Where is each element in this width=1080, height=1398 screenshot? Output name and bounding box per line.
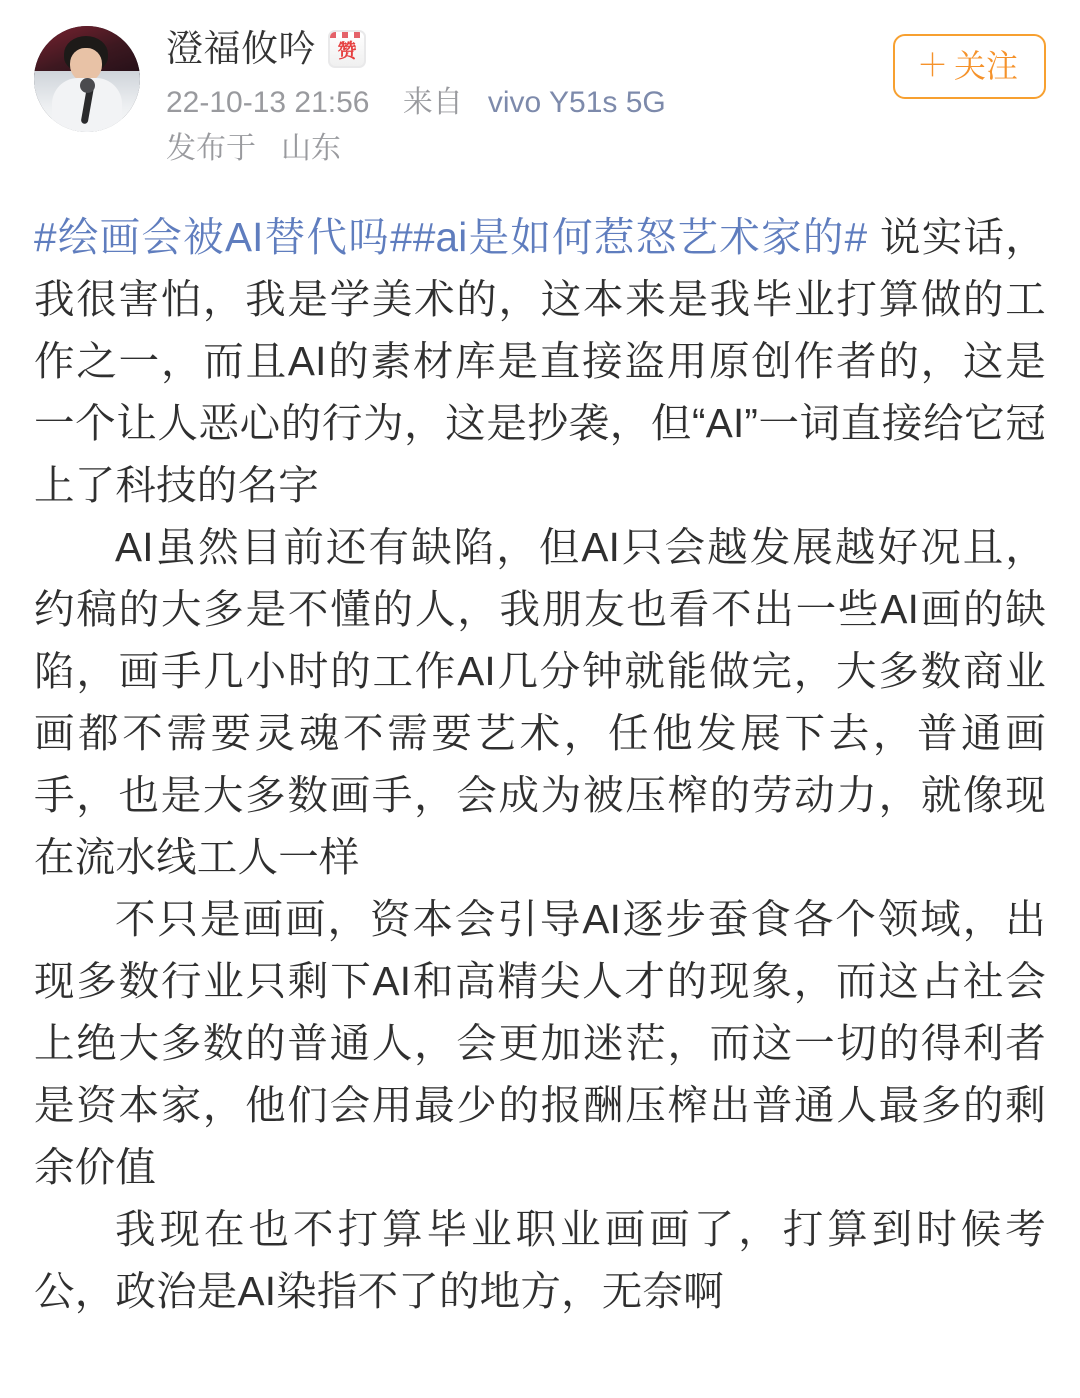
- vip-badge-label: 赞: [337, 40, 357, 62]
- post-region: 山东: [281, 132, 342, 166]
- post-source-prefix: 来自: [402, 85, 463, 119]
- post-paragraph-4: 我现在也不打算毕业职业画画了，打算到时候考公，政治是AI染指不了的地方，无奈啊: [34, 1206, 1046, 1314]
- post-paragraph-1-text: 说实话，我很害怕，我是学美术的，这本来是我毕业打算做的工作之一，而且AI的素材库是直接盗用原创作者的，这是一个让人恶心的行为，这是抄袭，但“AI”一词直接给它冠上了科技的名字: [34, 214, 1047, 508]
- topic-link-1[interactable]: #绘画会被AI替代吗#: [34, 214, 413, 260]
- author-name[interactable]: 澄福攸吟: [166, 28, 316, 69]
- plus-icon: ＋: [916, 47, 948, 83]
- post-region-row: [166, 129, 1046, 170]
- avatar-face: [70, 48, 102, 82]
- post-paragraph-2: AI虽然目前还有缺陷，但AI只会越发展越好况且，约稿的大多是不懂的人，我朋友也看不出一些AI画的缺陷，画手几小时的工作AI几分钟就能做完，大多数商业画都不需要灵魂不需要艺术，任他发展下去，普通画手，也是大多数画手，会成为被压榨的劳动力，就像现在流水线工人一样: [34, 524, 1046, 880]
- vip-badge-icon[interactable]: [328, 30, 366, 68]
- follow-button-label: 关注: [953, 48, 1018, 84]
- avatar[interactable]: [34, 26, 140, 132]
- follow-button[interactable]: [893, 34, 1046, 99]
- post-content: [34, 206, 1046, 1322]
- post-region-prefix: 发布于: [166, 132, 256, 166]
- microphone-head-icon: [80, 78, 95, 93]
- post-paragraph-1: [34, 206, 1046, 516]
- post-header: [34, 22, 1046, 172]
- post-source-device[interactable]: vivo Y51s 5G: [487, 85, 666, 119]
- post-timestamp: 22-10-13 21:56: [166, 85, 370, 119]
- post-paragraph-3: 不只是画画，资本会引导AI逐步蚕食各个领域，出现多数行业只剩下AI和高精尖人才的现象，而这占社会上绝大多数的普通人，会更加迷茫，而这一切的得利者是资本家，他们会用最少的报酬压榨出普通人最多的剩余价值: [34, 896, 1046, 1190]
- topic-link-2[interactable]: #ai是如何惹怒艺术家的#: [412, 214, 868, 260]
